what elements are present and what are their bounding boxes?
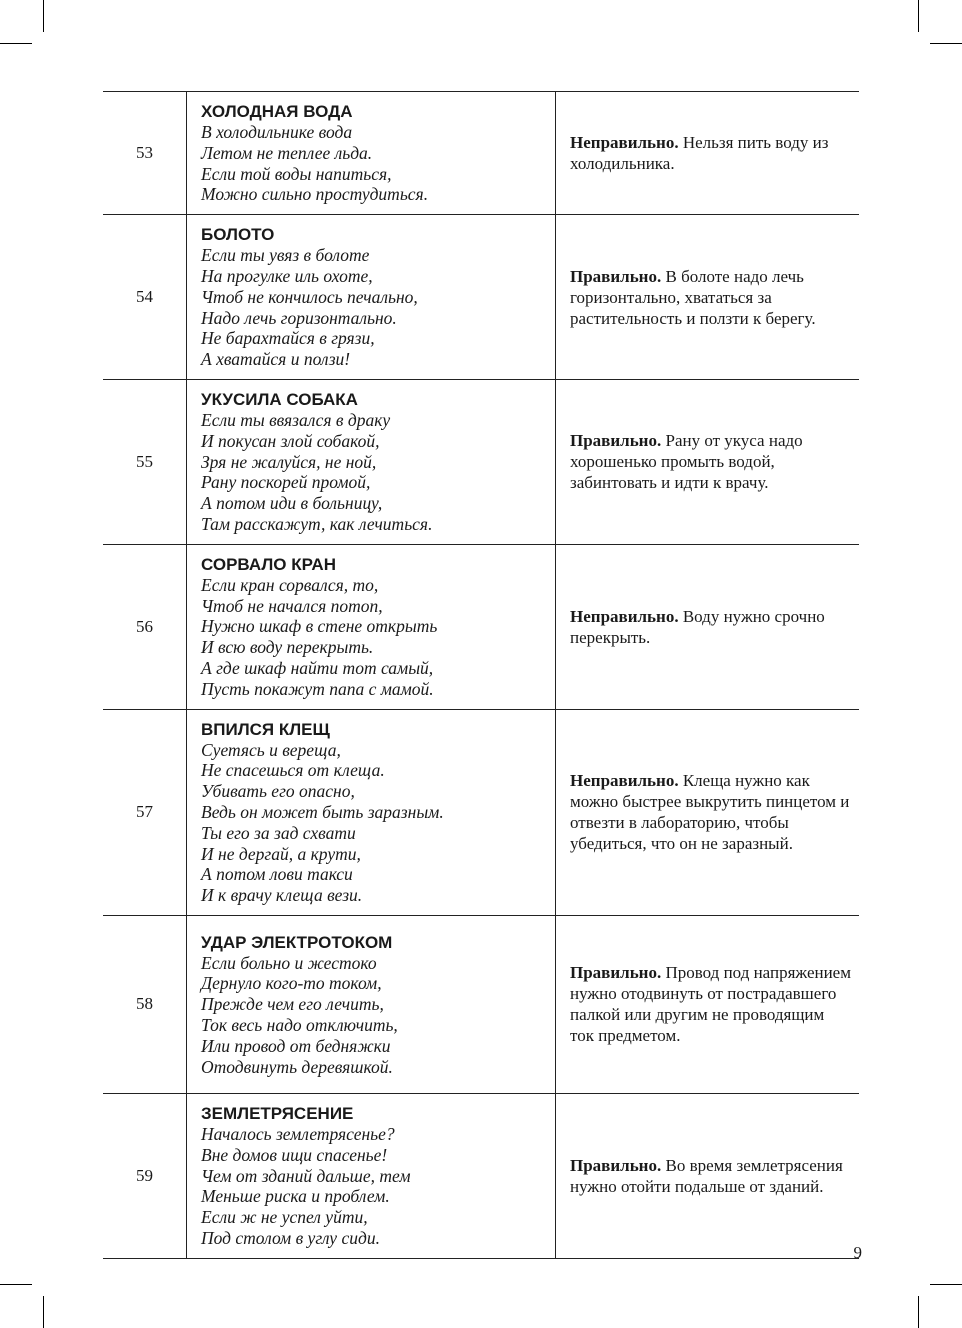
verdict-label: Правильно. xyxy=(570,431,662,451)
poem-line: Ведь он может быть заразным. xyxy=(201,801,444,822)
poem-line: Дернуло кого-то током, xyxy=(201,973,382,994)
poem-cell xyxy=(187,915,556,1093)
poem-line: Если ж не успел уйти, xyxy=(201,1207,368,1228)
crop-mark xyxy=(930,43,962,44)
verdict-label: Правильно. xyxy=(570,1155,662,1175)
poem-title: УКУСИЛА СОБАКА xyxy=(201,389,358,409)
poem-line: Началось землетрясенье? xyxy=(201,1123,395,1144)
table-row xyxy=(103,709,859,915)
poem-line: Или провод от бедняжки xyxy=(201,1035,391,1056)
poem-line: Если той воды напиться, xyxy=(201,163,392,184)
answer-explanation: Нельзя пить воду из холодильника. xyxy=(570,133,829,174)
quiz-table xyxy=(103,91,859,1259)
answer-explanation: Во время землетрясения нужно отойти подальше от зданий. xyxy=(570,1155,843,1196)
crop-mark xyxy=(918,0,919,32)
page-number: 9 xyxy=(853,1243,862,1262)
poem-cell xyxy=(187,379,556,544)
poem-line: Не барахтайся в грязи, xyxy=(201,328,375,349)
table-row xyxy=(103,544,859,709)
crop-mark xyxy=(918,1296,919,1328)
answer-explanation: Воду нужно срочно перекрыть. xyxy=(570,606,825,647)
poem-cell xyxy=(187,544,556,709)
poem-line: Прежде чем его лечить, xyxy=(201,994,384,1015)
poem-line: Убивать его опасно, xyxy=(201,781,355,802)
poem-line: Не спасешься от клеща. xyxy=(201,760,385,781)
answer-explanation: Клеща нужно как можно быстрее выкрутить пинцетом и отвезти в лабораторию, чтобы убедиться, что он не заразный. xyxy=(570,771,850,854)
answer-cell xyxy=(556,709,860,915)
poem-line: Суетясь и вереща, xyxy=(201,739,341,760)
poem-line: Нужно шкаф в стене открыть xyxy=(201,616,438,637)
poem-line: Меньше риска и проблем. xyxy=(201,1186,390,1207)
poem-line: И к врачу клеща вези. xyxy=(201,885,363,906)
verdict-label: Неправильно. xyxy=(570,606,679,626)
poem-title: ВПИЛСЯ КЛЕЩ xyxy=(201,719,330,739)
crop-mark xyxy=(43,0,44,32)
poem-line: Ток весь надо отключить, xyxy=(201,1014,398,1035)
poem-line: Вне домов ищи спасенье! xyxy=(201,1144,388,1165)
poem-line: Пусть покажут папа с мамой. xyxy=(201,678,434,699)
verdict-label: Правильно. xyxy=(570,963,662,983)
poem-line: И всю воду перекрыть. xyxy=(201,637,374,658)
crop-mark xyxy=(0,1284,32,1285)
table-row xyxy=(103,215,859,380)
row-number: 57 xyxy=(103,709,187,915)
poem-line: И не дергай, а крути, xyxy=(201,843,361,864)
poem-line: И покусан злой собакой, xyxy=(201,430,380,451)
table-row xyxy=(103,92,859,215)
answer-cell xyxy=(556,915,860,1093)
verdict-label: Неправильно. xyxy=(570,771,679,791)
poem-line: Там расскажут, как лечиться. xyxy=(201,513,433,534)
answer-explanation: В болоте надо лечь горизонтально, хвататься за растительность и ползти к берегу. xyxy=(570,266,816,328)
poem-line: Если ты увяз в болоте xyxy=(201,245,370,266)
poem-line: Надо лечь горизонтально. xyxy=(201,307,397,328)
poem-title: ЗЕМЛЕТРЯСЕНИЕ xyxy=(201,1103,354,1123)
answer-cell xyxy=(556,1093,860,1258)
poem-title: УДАР ЭЛЕКТРОТОКОМ xyxy=(201,932,393,952)
verdict-label: Правильно. xyxy=(570,266,662,286)
poem-line: Зря не жалуйся, не ной, xyxy=(201,451,377,472)
poem-title: СОРВАЛО КРАН xyxy=(201,554,336,574)
poem-line: Чтоб не начался потоп, xyxy=(201,595,383,616)
poem-line: Отодвинуть деревяшкой. xyxy=(201,1056,393,1077)
poem-line: Летом не теплее льда. xyxy=(201,142,373,163)
poem-cell xyxy=(187,709,556,915)
poem-line: А хватайся и ползи! xyxy=(201,349,351,370)
answer-cell xyxy=(556,92,860,215)
poem-line: Рану поскорей промой, xyxy=(201,472,371,493)
table-row xyxy=(103,1093,859,1258)
crop-mark xyxy=(930,1284,962,1285)
poem-line: А потом иди в больницу, xyxy=(201,493,383,514)
answer-explanation: Рану от укуса надо хорошенько промыть водой, забинтовать и идти к врачу. xyxy=(570,431,803,493)
poem-line: Если ты ввязался в драку xyxy=(201,409,391,430)
answer-cell xyxy=(556,544,860,709)
row-number: 53 xyxy=(103,92,187,215)
row-number: 54 xyxy=(103,215,187,380)
verdict-label: Неправильно. xyxy=(570,133,679,153)
table-row xyxy=(103,915,859,1093)
poem-line: Чем от зданий дальше, тем xyxy=(201,1165,411,1186)
answer-cell xyxy=(556,379,860,544)
poem-line: Чтоб не кончилось печально, xyxy=(201,286,418,307)
row-number: 58 xyxy=(103,915,187,1093)
row-number: 59 xyxy=(103,1093,187,1258)
table-row xyxy=(103,379,859,544)
answer-cell xyxy=(556,215,860,380)
poem-line: Ты его за зад схвати xyxy=(201,822,356,843)
poem-title: ХОЛОДНАЯ ВОДА xyxy=(201,102,353,121)
crop-mark xyxy=(0,43,32,44)
crop-mark xyxy=(43,1296,44,1328)
poem-line: Под столом в углу сиди. xyxy=(201,1227,380,1248)
poem-line: Можно сильно простудиться. xyxy=(201,184,429,205)
poem-line: Если больно и жестоко xyxy=(201,952,377,973)
row-number: 56 xyxy=(103,544,187,709)
answer-explanation: Провод под напряжением нужно отодвинуть от пострадавшего палкой или другим не проводящим ток предметом. xyxy=(570,963,851,1046)
poem-line: А где шкаф найти тот самый, xyxy=(201,657,434,678)
row-number: 55 xyxy=(103,379,187,544)
poem-title: БОЛОТО xyxy=(201,225,275,245)
poem-cell xyxy=(187,1093,556,1258)
poem-cell xyxy=(187,215,556,380)
poem-line: На прогулке иль охоте, xyxy=(201,265,373,286)
poem-line: А потом лови такси xyxy=(201,864,353,885)
poem-line: Если кран сорвался, то, xyxy=(201,574,379,595)
poem-cell xyxy=(187,92,556,215)
poem-line: В холодильнике вода xyxy=(201,122,353,142)
